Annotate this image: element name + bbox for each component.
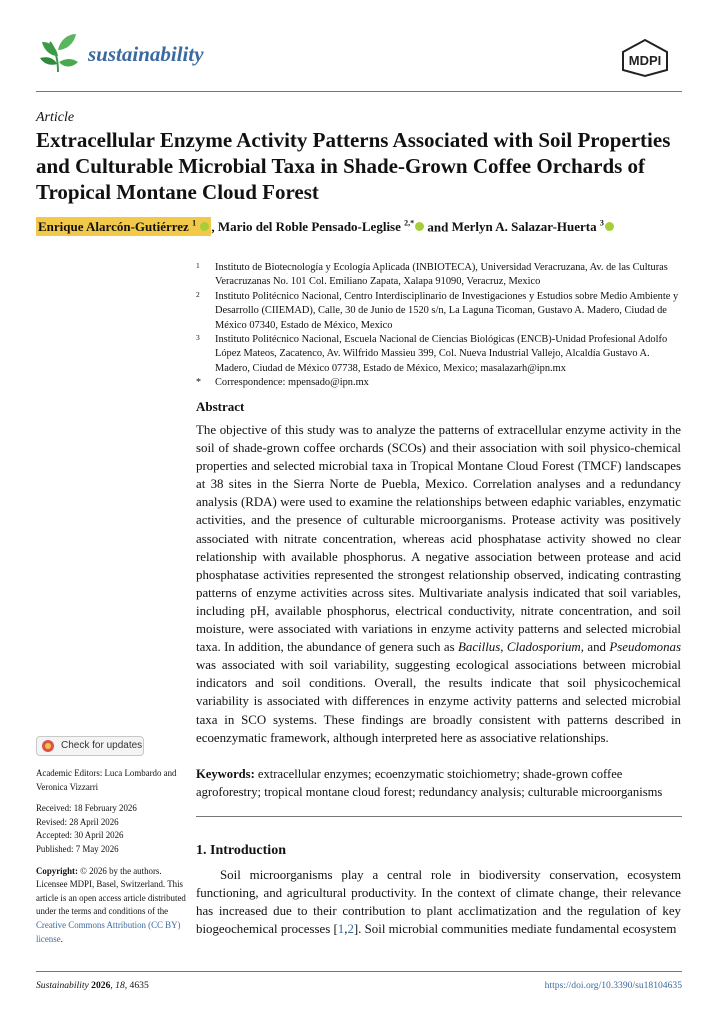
license-link[interactable]: Creative Commons Attribution (CC BY) license xyxy=(36,919,181,944)
footer-divider xyxy=(36,971,682,972)
mdpi-logo xyxy=(618,38,672,78)
orcid-icon[interactable] xyxy=(200,222,209,231)
citation-link[interactable]: 2 xyxy=(347,922,354,937)
footer-citation: Sustainability 2026, 18, 4635 xyxy=(36,980,149,991)
article-type: Article xyxy=(36,110,75,125)
publisher-name: MDPI xyxy=(628,53,662,68)
affiliations xyxy=(196,261,686,391)
author-2[interactable]: Mario del Roble Pensado-Leglise $^{2,*}$ xyxy=(218,219,424,234)
article-info-sidebar xyxy=(36,767,186,946)
copyright-notice: Copyright: © 2026 by the authors. Licensee MDPI, Basel, Switzerland. This article is an open access article distributed under the terms and conditions of the Creative Commons Attribution (CC BY) license. xyxy=(36,865,186,944)
received-date: Received: 18 February 2026 xyxy=(36,803,137,814)
orcid-icon[interactable] xyxy=(415,222,424,231)
affiliation-item: 2 Instituto Politécnico Nacional, Centro Interdisciplinario de Investigaciones y Estudios sobre Medio Ambiente y Desarrollo (CIIEMAD), Calle, 30 de Junio de 1520 s/n, La Laguna Ticoman, Gustavo A. Madero, Ciudad de México 07340, Estado de México, Mexico xyxy=(196,289,679,331)
section-heading: 1. Introduction xyxy=(196,843,286,858)
keywords: Keywords: extracellular enzymes; ecoenzymatic stoichiometry; shade-grown coffee agroforestry; tropical montane cloud forest; redundancy analysis; culturable microorganisms xyxy=(196,767,663,799)
author-3[interactable]: Merlyn A. Salazar-Huerta $^3$ xyxy=(452,219,614,234)
affiliation-item: 3 Instituto Politécnico Nacional, Escuela Nacional de Ciencias Biológicas (ENCB)-Unidad Profesional Adolfo López Mateos, Zacatenco, Av. Wilfrido Massieu 399, Col. Nueva Industrial Vallejo, Alcaldía Gustavo A. Madero, Ciudad de México 07738, Estado de México, Mexico; masalazarh@ipn.mx xyxy=(196,333,668,374)
article-title: Extracellular Enzyme Activity Patterns Associated with Soil Properties and Culturable Microbial Taxa in Shade-Grown Coffee Orchards of Tropical Montane Cloud Forest xyxy=(36,128,671,204)
abstract-text: The objective of this study was to analyze the patterns of extracellular enzyme activity in the soil of shade-grown coffee orchards (SCOs) and their association with soil physico-chemical properties and selected microbial taxa in Tropical Montane Cloud Forest (TMCF) landscapes at 38 sites in the Sierra Norte de Puebla, Mexico. Correlation analyses and a redundancy analysis (RDA) were used to examine the relationships between edaphic variables, enzymatic activities, and the presence of culturable microorganisms. Protease activity was positively associated with nitrate concentration, whereas acid phosphatase activity showed no clear relationship with available phosphorus. A negative association between protease and acid phosphatase activities represented the strongest relationship observed, indicating contrasting patterns of enzyme activities across sites. Multivariate analysis indicated that soil variables, including pH, available phosphorus, electrical conductivity, nitrate concentration, and soil moisture, were associated with variations in enzyme activity patterns and selected microbial taxa. In addition, the abundance of genera such as Bacillus, Cladosporium, and Pseudomonas was associated with soil variability, suggesting ecological associations between microbial indicators and soil conditions. Overall, the results indicate that soil physicochemical variability is associated with differences in enzyme activity patterns and selected microbial taxa in SCO systems. These findings are broadly consistent with patterns described in ecoenzymatic framework, although interpreted here as associative relationships. xyxy=(196,423,682,745)
academic-editors: Academic Editors: Luca Lombardo and Veronica Vizzarri xyxy=(36,768,177,792)
journal-name: sustainability xyxy=(88,42,204,66)
abstract-heading: Abstract xyxy=(196,399,245,414)
published-date: Published: 7 May 2026 xyxy=(36,843,119,854)
affiliation-item: 1 Instituto de Biotecnología y Ecología Aplicada (INBIOTECA), Universidad Veracruzana, Av. de las Culturas Veracruzanas No. 101 Col. Emiliano Zapata, Xalapa 91090, Veracruz, Mexico xyxy=(196,261,668,288)
correspondence: * Correspondence: mpensado@ipn.mx xyxy=(196,377,369,389)
accepted-date: Accepted: 30 April 2026 xyxy=(36,830,124,841)
check-updates-icon xyxy=(42,740,54,752)
revised-date: Revised: 28 April 2026 xyxy=(36,816,119,827)
orcid-icon[interactable] xyxy=(605,222,614,231)
header-divider xyxy=(36,91,682,92)
section-divider xyxy=(196,816,682,817)
check-for-updates-button[interactable]: Check for updates xyxy=(36,736,144,756)
doi-link[interactable]: https://doi.org/10.3390/su18104635 xyxy=(544,980,682,991)
citation-link[interactable]: 1 xyxy=(337,922,345,937)
intro-paragraph: Soil microorganisms play a central role in biodiversity conservation, ecosystem functioning, and agricultural productivity. In the context of climate change, their relevance has increased due to their contribution to plant acclimatization and the regulation of key biogeochemical processes [1,2]. Soil microbial communities mediate fundamental ecosystem xyxy=(196,868,681,937)
leaf-icon xyxy=(36,30,80,74)
author-1[interactable]: Enrique Alarcón-Gutiérrez $^1$ xyxy=(36,217,211,236)
author-list: Enrique Alarcón-Gutiérrez $^1$ , Mario del Roble Pensado-Leglise $^{2,*}$ and Merlyn A. Salazar-Huerta $^3$ xyxy=(36,219,686,235)
